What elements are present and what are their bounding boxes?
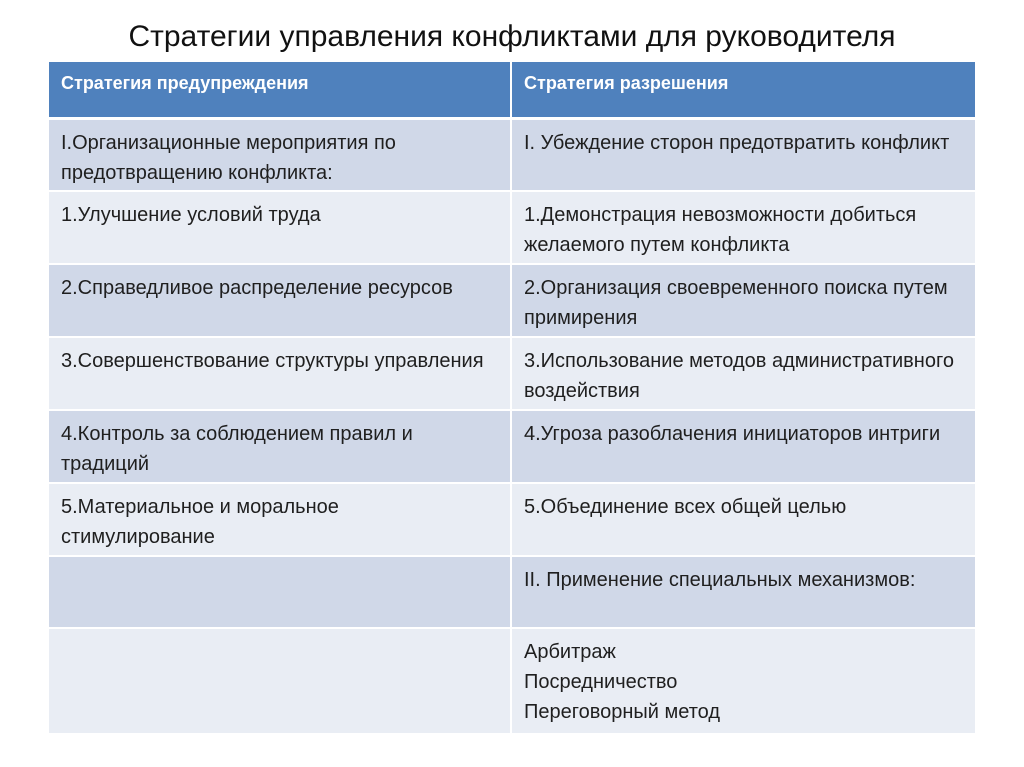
table-row <box>49 410 975 483</box>
mechanism-arbitration: Арбитраж <box>524 641 616 663</box>
prevention-cell: 4.Контроль за соблюдением правил и традиций <box>49 410 511 483</box>
prevention-cell: 2.Справедливое распределение ресурсов <box>49 264 511 337</box>
table-row <box>49 337 975 410</box>
resolution-cell-mechanisms <box>511 628 975 733</box>
prevention-cell-empty <box>49 628 511 733</box>
resolution-cell: 1.Демонстрация невозможности добиться желаемого путем конфликта <box>511 191 975 264</box>
mechanism-negotiation: Переговорный метод <box>524 701 721 723</box>
table-row <box>49 483 975 556</box>
prevention-cell-empty <box>49 556 511 628</box>
resolution-cell: 5.Объединение всех общей целью <box>511 483 975 556</box>
resolution-cell: II. Применение специальных механизмов: <box>511 556 975 628</box>
header-prevention-strategy: Стратегия предупреждения <box>49 62 511 118</box>
strategy-table-container <box>49 62 975 733</box>
strategy-table <box>49 62 975 733</box>
resolution-cell: 4.Угроза разоблачения инициаторов интриги <box>511 410 975 483</box>
table-row <box>49 118 975 191</box>
prevention-cell: 5.Материальное и моральное стимулирование <box>49 483 511 556</box>
resolution-cell: 2.Организация своевременного поиска путем примирения <box>511 264 975 337</box>
table-row <box>49 556 975 628</box>
prevention-cell: I.Организационные мероприятия по предотвращению конфликта: <box>49 118 511 191</box>
prevention-cell: 1.Улучшение условий труда <box>49 191 511 264</box>
header-resolution-strategy: Стратегия разрешения <box>511 62 975 118</box>
table-row <box>49 264 975 337</box>
page-title: Стратегии управления конфликтами для руководителя <box>128 20 896 53</box>
table-row <box>49 191 975 264</box>
table-header-row <box>49 62 975 118</box>
resolution-cell: I. Убеждение сторон предотвратить конфликт <box>511 118 975 191</box>
table-row <box>49 628 975 733</box>
resolution-cell: 3.Использование методов административного воздействия <box>511 337 975 410</box>
mechanism-mediation: Посредничество <box>524 671 678 693</box>
prevention-cell: 3.Совершенствование структуры управления <box>49 337 511 410</box>
